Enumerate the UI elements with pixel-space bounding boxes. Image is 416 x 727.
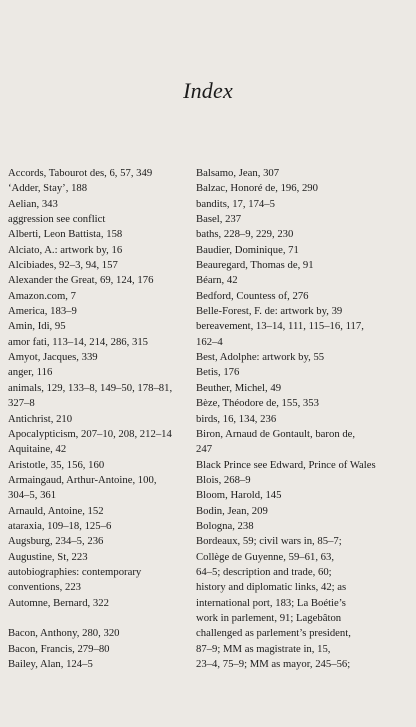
index-entry xyxy=(196,458,412,473)
index-entry-line: Alexander the Great, 69, 124, 176 xyxy=(8,274,154,287)
index-entry xyxy=(8,197,194,212)
index-entry xyxy=(196,365,412,380)
index-entry xyxy=(8,565,194,596)
index-entry xyxy=(8,473,194,504)
index-entry xyxy=(196,319,412,350)
index-entry xyxy=(196,289,412,304)
index-entry-line: Augsburg, 234–5, 236 xyxy=(8,535,104,548)
index-entry-line: 23–4, 75–9; MM as mayor, 245–56; xyxy=(196,658,351,670)
index-entry-line: Accords, Tabourot des, 6, 57, 349 xyxy=(8,167,153,179)
index-entry-line: Beauregard, Thomas de, 91 xyxy=(196,259,314,272)
index-column-right xyxy=(196,166,412,672)
index-entry xyxy=(8,596,194,611)
index-entry xyxy=(8,534,194,549)
index-entry xyxy=(196,273,412,288)
index-entry xyxy=(196,427,412,458)
index-entry-line: Amazon.com, 7 xyxy=(8,289,76,302)
index-entry-line: Balsamo, Jean, 307 xyxy=(196,167,280,179)
index-entry-line: birds, 16, 134, 236 xyxy=(196,412,277,425)
index-entry-line: bereavement, 13–14, 111, 115–16, 117, xyxy=(196,320,364,333)
index-column-left xyxy=(8,166,194,672)
index-entry-line: Bèze, Théodore de, 155, 353 xyxy=(196,397,319,410)
index-entry-line: America, 183–9 xyxy=(8,305,77,318)
index-entry-line: Collège de Guyenne, 59–61, 63, xyxy=(196,550,335,563)
index-entry-line: Bloom, Harold, 145 xyxy=(196,489,282,502)
index-entry xyxy=(8,365,194,380)
index-entry xyxy=(8,289,194,304)
index-entry-line: Belle-Forest, F. de: artwork by, 39 xyxy=(196,305,343,318)
index-entry-line: 247 xyxy=(196,443,213,456)
index-entry-line: Alberti, Leon Battista, 158 xyxy=(8,228,123,241)
index-entry xyxy=(8,273,194,288)
index-entry-line: Bailey, Alan, 124–5 xyxy=(8,658,93,670)
index-entry-line: 64–5; description and trade, 60; xyxy=(196,565,332,578)
index-entry-line: Basel, 237 xyxy=(196,213,242,226)
index-entry-line: Beuther, Michel, 49 xyxy=(196,381,282,394)
index-entry-line: Automne, Bernard, 322 xyxy=(8,596,109,609)
index-entry-line: Antichrist, 210 xyxy=(8,412,73,425)
index-entry-line: baths, 228–9, 229, 230 xyxy=(196,228,294,241)
index-entry-line: ataraxia, 109–18, 125–6 xyxy=(8,519,112,532)
index-entry-line: Bedford, Countess of, 276 xyxy=(196,289,309,302)
index-entry xyxy=(8,504,194,519)
index-entry xyxy=(196,258,412,273)
index-entry xyxy=(196,519,412,534)
index-entry-line: autobiographies: contemporary xyxy=(8,565,142,578)
index-entry-line: Bodin, Jean, 209 xyxy=(196,504,268,517)
index-entry-line: Apocalypticism, 207–10, 208, 212–14 xyxy=(8,427,172,440)
index-entry xyxy=(196,504,412,519)
index-entry xyxy=(8,519,194,534)
index-entry xyxy=(8,412,194,427)
index-entry-line: Bacon, Anthony, 280, 320 xyxy=(8,627,120,640)
index-entry-line: 327–8 xyxy=(8,397,35,410)
index-entry-line: Arnauld, Antoine, 152 xyxy=(8,504,104,517)
index-entry xyxy=(196,534,412,672)
index-entry xyxy=(196,212,412,227)
index-entry-line: challenged as parlement’s president, xyxy=(196,627,351,640)
index-entry-line: Armaingaud, Arthur-Antoine, 100, xyxy=(8,473,157,486)
index-entry xyxy=(196,197,412,212)
index-entry xyxy=(196,243,412,258)
index-entry xyxy=(8,319,194,334)
index-entry-line: amor fati, 113–14, 214, 286, 315 xyxy=(8,335,149,348)
index-entry-line: Baudier, Dominique, 71 xyxy=(196,243,299,256)
index-entry xyxy=(8,243,194,258)
index-entry xyxy=(8,212,194,227)
index-entry xyxy=(196,304,412,319)
index-entry xyxy=(8,657,194,672)
index-entry-line: Bordeaux, 59; civil wars in, 85–7; xyxy=(196,535,342,548)
index-entry-line: Best, Adolphe: artwork by, 55 xyxy=(196,351,325,364)
index-entry-line: Bologna, 238 xyxy=(196,519,254,532)
index-entry-line: anger, 116 xyxy=(8,366,53,379)
index-entry xyxy=(196,181,412,196)
index-entry-line: Black Prince see Edward, Prince of Wales xyxy=(196,458,376,471)
index-entry xyxy=(8,427,194,442)
index-entry-line: animals, 129, 133–8, 149–50, 178–81, xyxy=(8,381,173,394)
index-entry xyxy=(8,181,194,196)
index-entry-line: Biron, Arnaud de Gontault, baron de, xyxy=(196,427,356,440)
index-entry-line: Betis, 176 xyxy=(196,366,240,379)
index-entry-line: history and diplomatic links, 42; as xyxy=(196,581,347,594)
index-entry-line: Augustine, St, 223 xyxy=(8,550,88,563)
index-entry-line: Blois, 268–9 xyxy=(196,473,251,486)
index-entry xyxy=(8,550,194,565)
index-entry-line: 87–9; MM as magistrate in, 15, xyxy=(196,642,331,655)
index-entry xyxy=(196,412,412,427)
index-entry xyxy=(196,396,412,411)
index-entry-line: Béarn, 42 xyxy=(196,274,238,287)
index-entry xyxy=(8,304,194,319)
index-entry-line: Balzac, Honoré de, 196, 290 xyxy=(196,182,318,195)
index-entry xyxy=(8,335,194,350)
index-entry-line: Aquitaine, 42 xyxy=(8,443,67,456)
index-entry-line: conventions, 223 xyxy=(8,581,82,594)
index-entry xyxy=(8,258,194,273)
index-entry-line: Aristotle, 35, 156, 160 xyxy=(8,458,105,471)
index-entry xyxy=(196,227,412,242)
index-entry-line: ‘Adder, Stay’, 188 xyxy=(8,182,88,195)
index-entry-line: bandits, 17, 174–5 xyxy=(196,197,275,210)
index-entry-line: Bacon, Francis, 279–80 xyxy=(8,642,110,655)
index-entry xyxy=(196,488,412,503)
index-entry xyxy=(8,442,194,457)
index-entry xyxy=(196,350,412,365)
index-entry xyxy=(8,350,194,365)
index-entry-line: Alcibiades, 92–3, 94, 157 xyxy=(8,259,118,272)
index-entry xyxy=(8,381,194,412)
index-entry-line: Alciato, A.: artwork by, 16 xyxy=(8,243,123,256)
index-entry-line: Amin, Idi, 95 xyxy=(8,320,66,333)
index-entry-line: Amyot, Jacques, 339 xyxy=(8,351,98,364)
index-entry-line: international port, 183; La Boétie’s xyxy=(196,596,346,609)
index-entry-line: 162–4 xyxy=(196,335,223,348)
index-entry xyxy=(8,626,194,641)
index-entry xyxy=(8,227,194,242)
index-entry xyxy=(196,381,412,396)
index-entry xyxy=(196,166,412,181)
index-entry xyxy=(8,166,194,181)
index-entry xyxy=(8,458,194,473)
index-entry xyxy=(196,473,412,488)
index-entry-line: 304–5, 361 xyxy=(8,489,57,502)
index-entry-line: work in parlement, 91; Lagebâton xyxy=(196,611,342,624)
index-entry-line: Aelian, 343 xyxy=(8,197,58,210)
section-gap xyxy=(8,611,194,626)
page-title: Index xyxy=(183,78,233,103)
index-entry xyxy=(8,642,194,657)
index-entry-line: aggression see conflict xyxy=(8,213,106,226)
